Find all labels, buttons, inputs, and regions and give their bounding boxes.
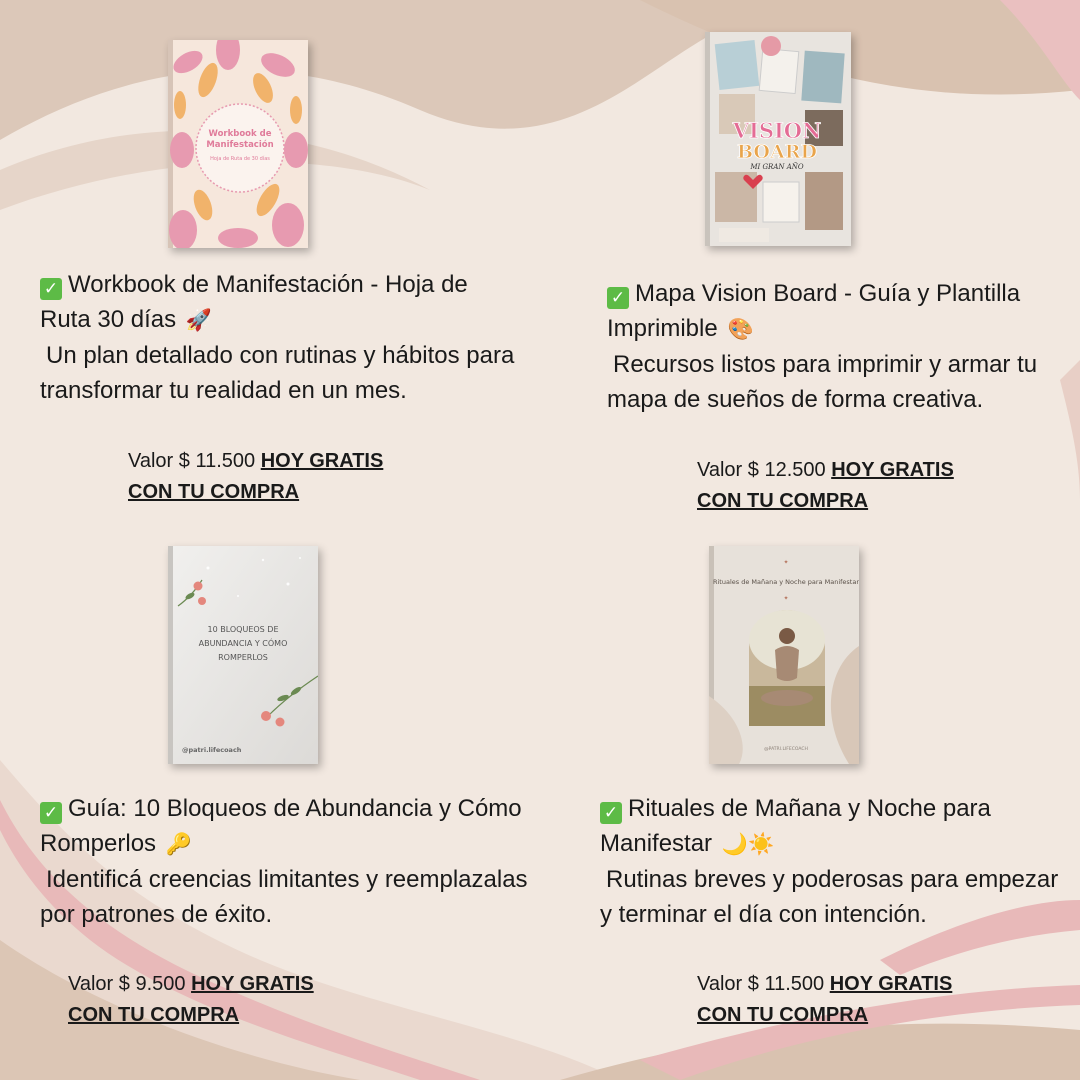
svg-text:ABUNDANCIA Y CÓMO: ABUNDANCIA Y CÓMO <box>198 639 288 648</box>
moon-sun-icon: 🌙☀️ <box>716 833 775 856</box>
price-block <box>68 969 388 1031</box>
palette-icon: 🎨 <box>721 318 754 341</box>
offer-link-line2[interactable]: CON TU COMPRA <box>68 1004 240 1026</box>
price-block <box>128 446 448 508</box>
rocket-icon: 🚀 <box>180 309 213 332</box>
product-description: Rutinas breves y poderosas para empezar y terminar el día con intención. <box>600 866 1059 928</box>
vision-board-cover-subtitle: MI GRAN AÑO <box>750 163 804 171</box>
product-description: Recursos listos para imprimir y armar tu mapa de sueños de forma creativa. <box>607 351 1038 413</box>
key-icon: 🔑 <box>160 833 193 856</box>
rituales-cover-author: @PATRI.LIFECOACH <box>764 747 808 752</box>
product-description: Un plan detallado con rutinas y hábitos para transformar tu realidad en un mes. <box>40 342 515 404</box>
svg-text:BOARD: BOARD <box>737 141 817 163</box>
product-description: Identificá creencias limitantes y reemplazalas por patrones de éxito. <box>40 866 528 928</box>
product-title: ✓ Rituales de Mañana y Noche para Manifestar 🌙☀️ <box>600 795 991 857</box>
product-title: ✓ Mapa Vision Board - Guía y Plantilla Imprimible 🎨 <box>607 280 1021 342</box>
price-label: Valor $ 9.500 <box>68 973 186 995</box>
product-title: ✓ Workbook de Manifestación - Hoja de Ruta 30 días 🚀 <box>40 271 468 333</box>
bloqueos-cover-author: @patri.lifecoach <box>182 746 242 754</box>
check-mark-icon: ✓ <box>600 802 622 824</box>
svg-text:✦: ✦ <box>783 560 789 566</box>
offer-link-line2[interactable]: CON TU COMPRA <box>697 1004 869 1026</box>
rituales-cover-image <box>709 546 859 764</box>
rituales-cover-title: Rituales de Mañana y Noche para Manifestar <box>712 578 859 586</box>
vision-board-cover-title: VISION <box>732 118 822 143</box>
svg-text:ROMPERLOS: ROMPERLOS <box>218 653 268 662</box>
workbook-cover-title: Workbook de <box>208 129 272 139</box>
bloqueos-cover-image <box>168 546 318 764</box>
price-label: Valor $ 11.500 <box>128 450 256 472</box>
workbook-cover-subtitle: Hoja de Ruta de 30 días <box>210 156 270 162</box>
price-label: Valor $ 12.500 <box>697 459 826 481</box>
svg-text:✦: ✦ <box>783 596 789 602</box>
svg-text:Manifestación: Manifestación <box>206 140 274 150</box>
offer-link[interactable]: HOY GRATIS <box>829 973 953 995</box>
offer-link[interactable]: HOY GRATIS <box>191 973 314 995</box>
check-mark-icon: ✓ <box>40 802 62 824</box>
price-block <box>697 969 1017 1031</box>
offer-link[interactable]: HOY GRATIS <box>260 450 384 472</box>
product-title: ✓ Guía: 10 Bloqueos de Abundancia y Cómo Romperlos 🔑 <box>40 795 522 857</box>
price-block <box>697 455 1017 517</box>
bloqueos-cover-title: 10 BLOQUEOS DE <box>207 625 279 634</box>
check-mark-icon: ✓ <box>607 287 629 309</box>
offer-link[interactable]: HOY GRATIS <box>831 459 954 481</box>
offer-link-line2[interactable]: CON TU COMPRA <box>128 481 300 503</box>
check-mark-icon: ✓ <box>40 278 62 300</box>
vision-board-cover-image <box>705 32 851 246</box>
price-label: Valor $ 11.500 <box>697 973 825 995</box>
offer-link-line2[interactable]: CON TU COMPRA <box>697 490 869 512</box>
workbook-cover-image <box>168 40 308 248</box>
